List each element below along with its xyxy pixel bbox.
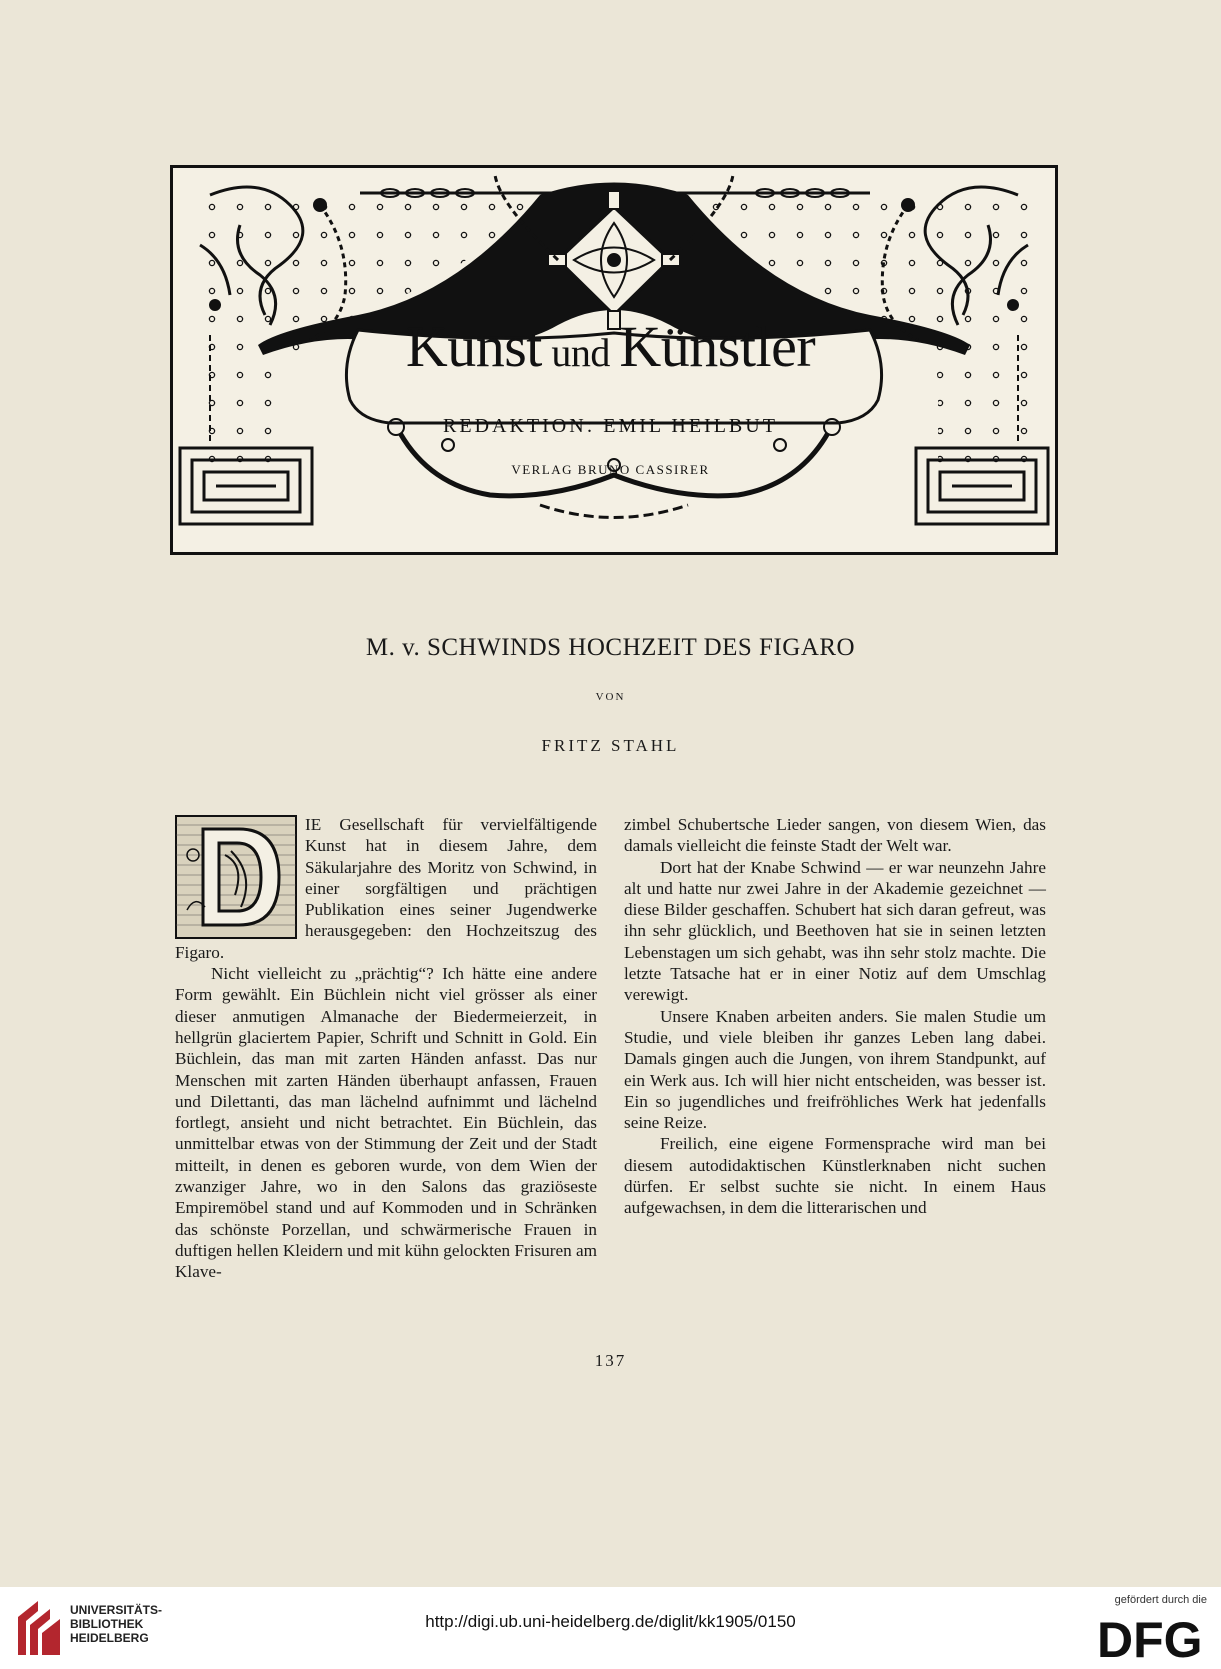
magazine-title-und bbox=[542, 330, 620, 375]
funding-label: gefördert durch die bbox=[1114, 1594, 1207, 1606]
library-line: UNIVERSITÄTS- bbox=[70, 1603, 163, 1617]
paragraph: zimbel Schubertsche Lieder sangen, von diesem Wien, das damals vielleicht die feinste Stadt der Welt war. bbox=[624, 815, 1046, 856]
paragraph: Unsere Knaben arbeiten anders. Sie malen Studie um Studie, und viele bleiben ihr ganzes Leben lang dabei. Damals gingen auch die Jungen, von ihrem Standpunkt, auf ein Werk aus. Ich will hier nicht entscheiden, was besser ist. Ein so jugendliches und freifröhliches Werk hat jedenfalls seine Reize. bbox=[624, 1006, 1046, 1133]
magazine-title-kunst: Kunst bbox=[405, 314, 542, 379]
paragraph: IE Gesellschaft für vervielfältigende Kunst hat in diesem Jahre, dem Säkularjahre des Moritz von Schwind, in einer sorgfältigen und prächtigen Publikation eines seiner Jugendwerke herausgegeben: den Hochzeitszug des Figaro. bbox=[175, 815, 597, 962]
paragraph: Dort hat der Knabe Schwind — er war neunzehn Jahre alt und hatte nur zwei Jahre in der Akademie gezeichnet — diese Bilder geschaffen. Schubert hat sich daran gefreut, was ihn sehr glücklich, und Beethoven hat sie in seinen letzten Lebenstagen um sich gehabt, was ihn sehr stolz machte. Die letzte Tatsache hat er in einer Notiz auf dem Umschlag verewigt. bbox=[624, 857, 1046, 1005]
article-title: M. v. SCHWINDS HOCHZEIT DES FIGARO bbox=[365, 634, 856, 661]
magazine-title bbox=[0, 313, 1221, 380]
digitization-footer bbox=[0, 1587, 1221, 1669]
article-byline-von: VON bbox=[595, 691, 626, 703]
article-author: FRITZ STAHL bbox=[541, 736, 680, 755]
text-column-left bbox=[175, 814, 597, 1283]
permalink-url[interactable]: http://digi.ub.uni-heidelberg.de/diglit/kk1905/0150 bbox=[425, 1612, 796, 1631]
magazine-publisher: VERLAG BRUNO CASSIRER bbox=[511, 462, 710, 477]
dfg-logo-text: DFG bbox=[1097, 1615, 1203, 1661]
paragraph: Nicht vielleicht zu „prächtig“? Ich hätte eine andere Form gewählt. Ein Büchlein nicht viel grösser als einer dieser anmutigen Almanache der Biedermeierzeit, in hellgrün glaciertem Papier, Schrift und Schnitt in Gold. Ein Büchlein, das man mit zarten Händen anfasst. Das nur Menschen mit zarten Händen überhaupt anfassen, Frauen und Dilettanti, das man lächelnd aufnimmt und lächelnd fortlegt, ansieht und nicht betrachtet. Ein Büchlein, das unmittelbar etwas von der Stimmung der Zeit und der Stadt mitteilt, in denen es geboren wurde, von dem Wien der zwanziger Jahre, wo in den Salons das graziöseste Empiremöbel stand und auf Kommoden und in Schränken das schönste Porzellan, und schwärmerische Frauen in duftigen hellen Kleidern und mit kühn gelockten Frisuren am Klave- bbox=[175, 964, 597, 1282]
magazine-title-kuenstler: Künstler bbox=[619, 314, 816, 379]
library-line: HEIDELBERG bbox=[70, 1631, 149, 1645]
page-number: 137 bbox=[594, 1351, 627, 1370]
magazine-editor: REDAKTION: EMIL HEILBUT bbox=[443, 415, 778, 437]
paragraph: Freilich, eine eigene Formensprache wird man bei diesem autodidaktischen Künstlerknaben nicht suchen dürfen. Er selbst suchte sie nicht. In einem Haus aufgewachsen, in dem die litterarischen und bbox=[624, 1134, 1046, 1218]
library-line: BIBLIOTHEK bbox=[70, 1617, 144, 1631]
dfg-logo-icon bbox=[1097, 1615, 1207, 1661]
magazine-title-und-text: und bbox=[551, 330, 610, 375]
decorated-initial-d-icon bbox=[175, 815, 297, 939]
text-column-right bbox=[624, 814, 1046, 1219]
